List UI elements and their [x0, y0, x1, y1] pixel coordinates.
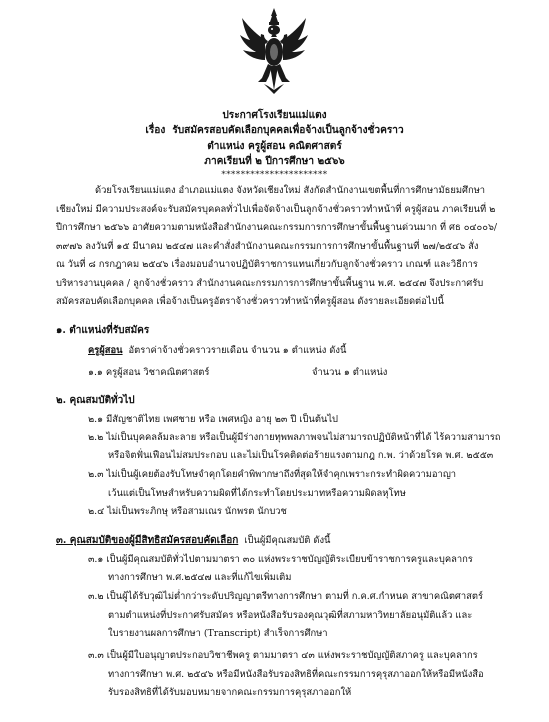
- position-item-count: จำนวน ๑ ตำแหน่ง: [312, 367, 388, 378]
- announcement-title: ประกาศโรงเรียนแม่แตง: [222, 109, 327, 121]
- positions-lead-role: ครูผู้สอน: [88, 345, 123, 356]
- announcement-position: ตำแหน่ง ครูผู้สอน คณิตศาสตร์: [207, 140, 342, 152]
- position-item-label: ๑.๑ ครูผู้สอน วิชาคณิตศาสตร์: [88, 367, 210, 378]
- intro-line: ด้วยโรงเรียนแม่แตง อำเภอแม่แตง จังหวัดเชียงใหม่ สังกัดสำนักงานเขตพื้นที่การศึกษามัธยมศึกษา: [95, 185, 486, 196]
- eligibility-line: ทางการศึกษา พ.ศ.๒๕๔๗ และที่แก้ไขเพิ่มเติม: [108, 572, 292, 583]
- section-heading-general-qualifications: ๒. คุณสมบัติทั่วไป: [56, 395, 135, 406]
- announcement-subject: [0, 123, 549, 138]
- qualification-line: ๒.๔ ไม่เป็นพระภิกษุ หรือสามเณร นักพรต นักบวช: [88, 506, 287, 517]
- qualification-line: หรือจิตฟั่นเฟือนไม่สมประกอบ และไม่เป็นโรคติดต่อร้ายแรงตามกฎ ก.พ. ว่าด้วยโรค พ.ศ. ๒๕๕๓: [108, 450, 494, 461]
- eligibility-line: รับรองสิทธิที่ได้รับมอบหมายจากคณะกรรมการคุรุสภาออกให้: [108, 687, 352, 698]
- positions-lead-text: อัตราค่าจ้างชั่วคราวรายเดือน จำนวน ๑ ตำแหน่ง ดังนี้: [128, 345, 347, 356]
- intro-line: สมัครสอบคัดเลือกบุคคล เพื่อจ้างเป็นครูอัตราจ้างชั่วคราวทำหน้าที่ครูผู้สอน ดังรายละเอียดต่อไปนี้: [56, 296, 444, 307]
- intro-line: ๓๙๗๖ ลงวันที่ ๑๕ มีนาคม ๒๕๔๗ และคำสั่งสำนักงานคณะกรรมการการศึกษาขั้นพื้นฐานที่ ๒๗/๒๕๔๖ สั่ง: [56, 241, 479, 252]
- header-divider: **********************: [221, 170, 328, 180]
- eligibility-line: ใบรายงานผลการศึกษา (Transcript) สำเร็จการศึกษา: [108, 628, 328, 639]
- eligibility-line: ๓.๒ เป็นผู้ได้รับวุฒิไม่ต่ำกว่าระดับปริญญาตรีทางการศึกษา ตามที่ ก.ค.ศ.กำหนด สาขาคณิตศาสตร์: [88, 591, 483, 602]
- qualification-line: เว้นแต่เป็นโทษสำหรับความผิดที่ได้กระทำโดยประมาทหรือความผิดลหุโทษ: [108, 488, 406, 499]
- eligibility-line: ๓.๑ เป็นผู้มีคุณสมบัติทั่วไปตามมาตรา ๓๐ แห่งพระราชบัญญัติระเบียบข้าราชการครูและบุคลากร: [88, 554, 473, 565]
- positions-lead: [88, 344, 346, 357]
- qualification-line: ๒.๓ ไม่เป็นผู้เคยต้องรับโทษจำคุกโดยคำพิพากษาถึงที่สุดให้จำคุกเพราะกระทำผิดความอาญา: [88, 469, 457, 480]
- eligibility-line: ๓.๓ เป็นผู้มีใบอนุญาตประกอบวิชาชีพครู ตามมาตรา ๔๓ แห่งพระราชบัญญัติสภาครู และบุคลากร: [88, 650, 478, 661]
- eligibility-line: ตามตำแหน่งที่ประกาศรับสมัคร หรือหนังสือรับรองคุณวุฒิที่สภามหาวิทยาลัยอนุมัติแล้ว และ: [108, 610, 473, 621]
- eligibility-heading: ๓. คุณสมบัติของผู้มีสิทธิสมัครสอบคัดเลือก: [56, 535, 239, 546]
- qualification-line: ๒.๑ มีสัญชาติไทย เพศชาย หรือ เพศหญิง อายุ ๒๓ ปี เป็นต้นไป: [88, 414, 338, 425]
- section-heading-positions: ๑. ตำแหน่งที่รับสมัคร: [56, 325, 150, 336]
- eligibility-heading-rest: เป็นผู้มีคุณสมบัติ ดังนี้: [244, 535, 331, 546]
- subject-text: รับสมัครสอบคัดเลือกบุคคลเพื่อจ้างเป็นลูกจ้างชั่วคราว: [172, 124, 404, 136]
- garuda-emblem-icon: [238, 6, 310, 96]
- subject-label: เรื่อง: [145, 124, 166, 136]
- announcement-term: ภาคเรียนที่ ๒ ปีการศึกษา ๒๕๖๖: [204, 155, 345, 167]
- section-heading-eligibility: [56, 534, 330, 547]
- intro-line: ปีการศึกษา ๒๕๖๖ อาศัยความตามหนังสือสำนักงานคณะกรรมการการศึกษาขั้นพื้นฐานด่วนมาก ที่ ศธ ๐๔๐๐๖/: [56, 222, 498, 233]
- intro-line: บริหารงานบุคคล / ลูกจ้างชั่วคราว สำนักงานคณะกรรมการการศึกษาขั้นพื้นฐาน พ.ศ. ๒๕๔๗ จึงประกาศรับ: [56, 278, 484, 289]
- intro-line: เชียงใหม่ มีความประสงค์จะรับสมัครบุคคลทั่วไปเพื่อจัดจ้างเป็นลูกจ้างชั่วคราวทำหน้าที่ ครูผู้สอน ภาคเรียนที่ ๒: [56, 204, 496, 215]
- eligibility-line: ทางการศึกษา พ.ศ. ๒๕๔๖ หรือมีหนังสือรับรองสิทธิที่คณะกรรมการคุรุสภาออกให้หรือมีหนังสือ: [108, 669, 484, 680]
- qualification-line: ๒.๒ ไม่เป็นบุคคลล้มละลาย หรือเป็นผู้มีร่างกายทุพพลภาพจนไม่สามารถปฏิบัติหน้าที่ได้ ไร้ความสามารถ: [88, 432, 501, 443]
- intro-line: ณ วันที่ ๘ กรกฎาคม ๒๕๔๖ เรื่องมอบอำนาจปฏิบัติราชการแทนเกี่ยวกับลูกจ้างชั่วคราว เกณฑ์ และวิธีการ: [56, 259, 478, 270]
